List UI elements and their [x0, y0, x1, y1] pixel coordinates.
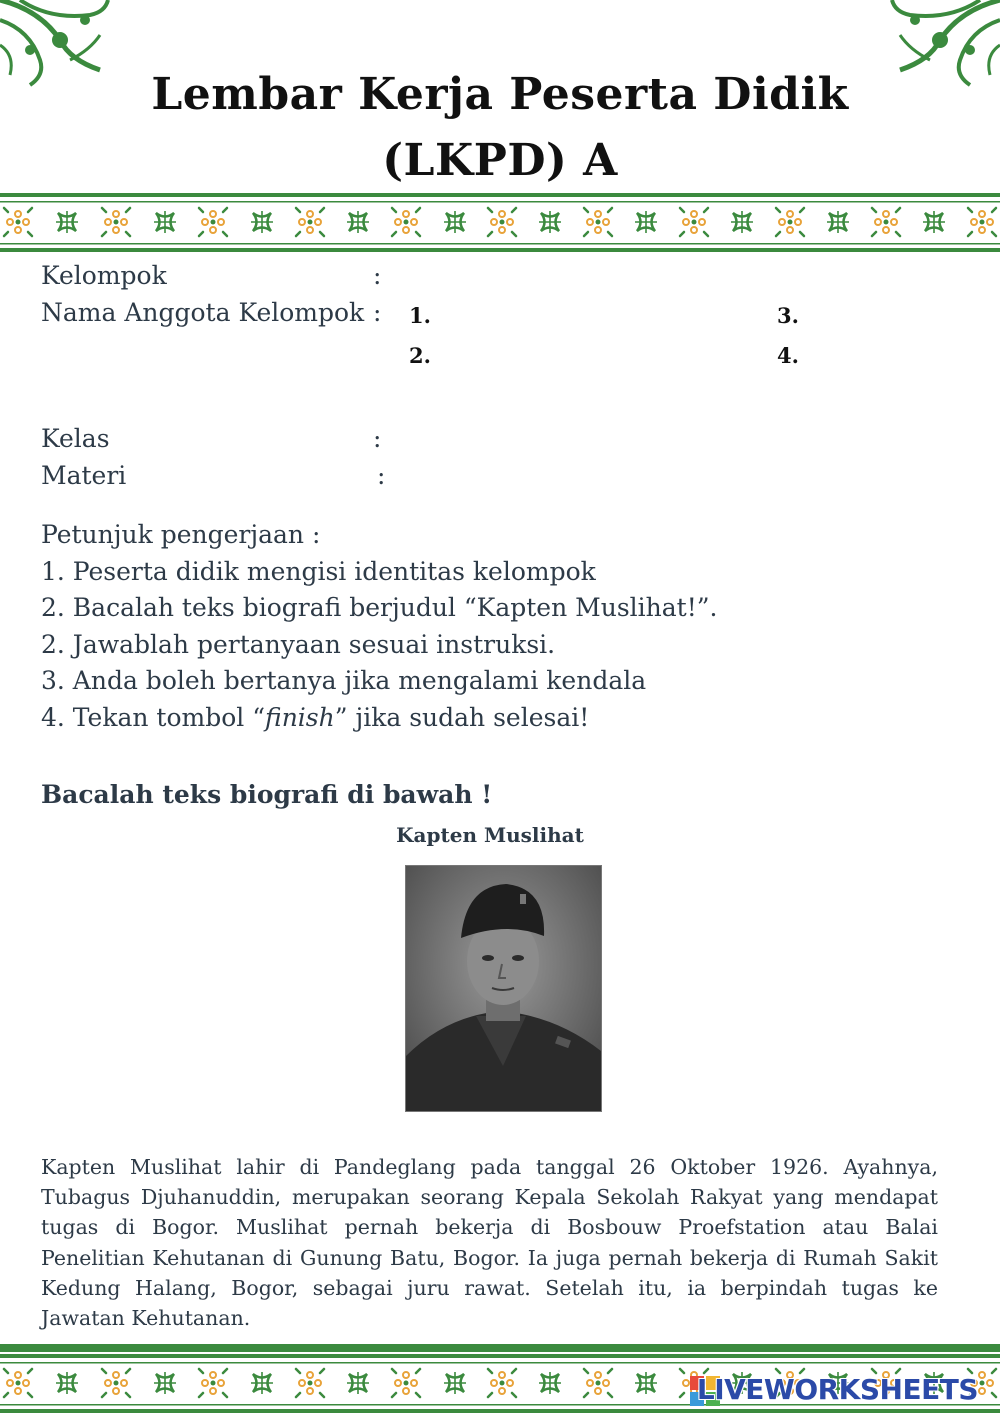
- biography-title: Kapten Muslihat: [396, 823, 584, 847]
- material-colon: :: [377, 461, 386, 490]
- class-label: Kelas: [41, 424, 110, 453]
- top-ornament-band: [0, 193, 1000, 253]
- group-label: Kelompok: [41, 261, 167, 290]
- instruction-item-4: 3. Anda boleh bertanya jika mengalami kendala: [41, 666, 647, 696]
- instruction-item-1: 1. Peserta didik mengisi identitas kelompok: [41, 556, 596, 586]
- biography-text: Kapten Muslihat lahir di Pandeglang pada tanggal 26 Oktober 1926. Ayahnya, Tubagus Djuhanuddin, merupakan seorang Kepala Sekolah Rakyat yang mendapat tugas di Bogor. Muslihat pernah bekerja di Bosbouw Proefstation atau Balai Penelitian Kehutanan di Gunung Batu, Bogor. Ia juga pernah bekerja di Rumah Sakit Kedung Halang, Bogor, sebagai juru rawat. Setelah itu, ia berpindah tugas ke Jawatan Kehutanan.: [41, 1155, 938, 1331]
- material-label: Materi: [41, 461, 127, 490]
- title-line-2: (LKPD) A: [382, 135, 618, 186]
- instruction-item-5-suffix: ” jika sudah selesai!: [334, 702, 590, 732]
- members-label: Nama Anggota Kelompok: [41, 298, 365, 327]
- member-number-3: 3.: [777, 303, 799, 328]
- group-colon: :: [373, 261, 382, 290]
- instruction-item-2: 2. Bacalah teks biografi berjudul “Kapten Muslihat!”.: [41, 593, 718, 623]
- instruction-item-5: [41, 700, 717, 737]
- title-line-1: Lembar Kerja Peserta Didik: [151, 69, 849, 120]
- instruction-item-5-prefix: 4. Tekan tombol “: [41, 702, 266, 732]
- members-colon: :: [373, 298, 382, 327]
- portrait-photo: [405, 865, 602, 1112]
- class-colon: :: [373, 424, 382, 453]
- instruction-item-3: 2. Jawablah pertanyaan sesuai instruksi.: [41, 629, 556, 659]
- instruction-item-5-italic: finish: [265, 702, 335, 732]
- member-number-2: 2.: [409, 343, 431, 368]
- liveworksheets-watermark: LIVEWORKSHEETS: [696, 1373, 978, 1406]
- instructions-heading: Petunjuk pengerjaan :: [41, 520, 321, 549]
- member-number-4: 4.: [777, 343, 799, 368]
- member-number-1: 1.: [409, 303, 431, 328]
- instructions: [41, 517, 717, 737]
- portrait-image-icon: [406, 866, 601, 1111]
- reading-heading: Bacalah teks biografi di bawah !: [41, 780, 493, 809]
- page-title: [0, 62, 1000, 194]
